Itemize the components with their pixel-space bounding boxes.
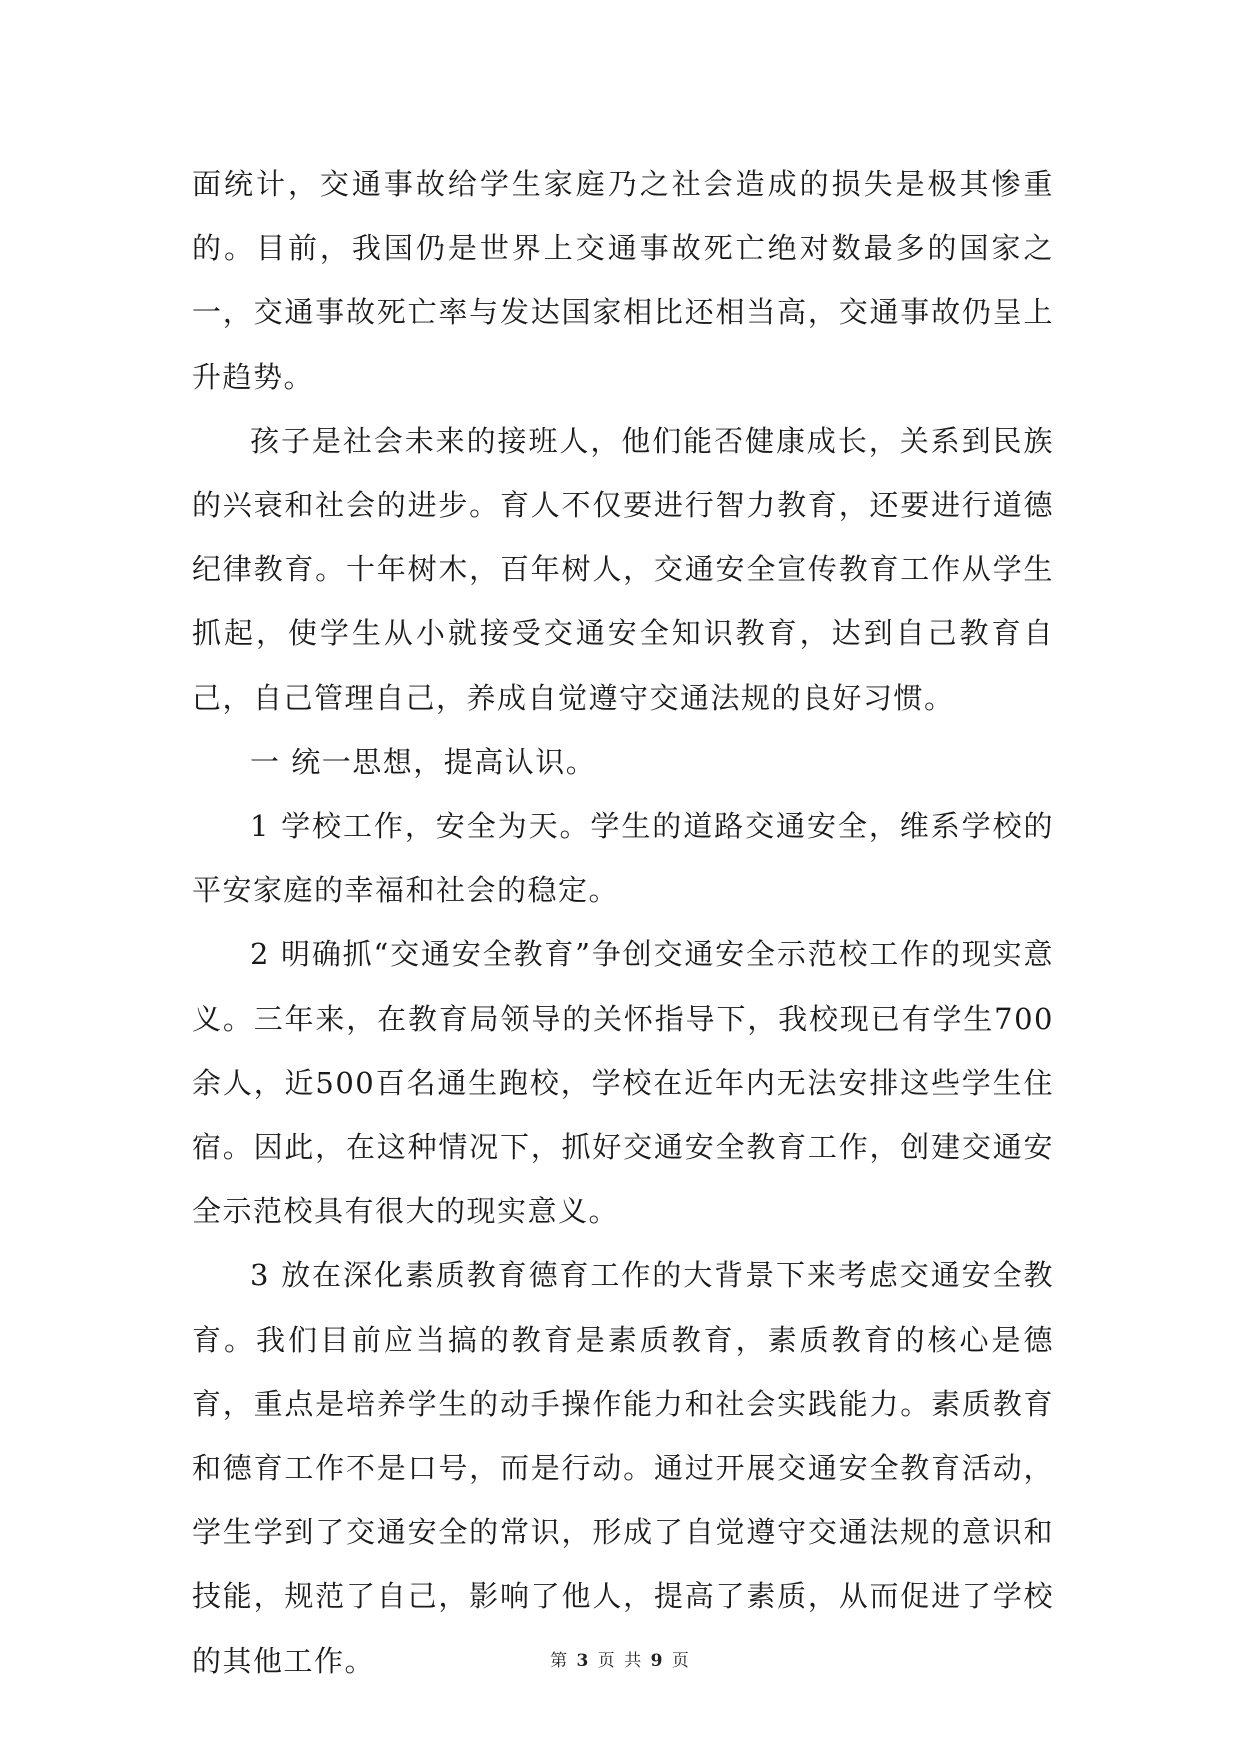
- total-pages-number: 9: [650, 1651, 665, 1671]
- footer-prefix: 第: [550, 1651, 570, 1671]
- paragraph-1: 面统计，交通事故给学生家庭乃之社会造成的损失是极其惨重的。目前，我国仍是世界上交通事故死亡绝对数最多的国家之一，交通事故死亡率与发达国家相比还相当高，交通事故仍呈上升趋势。: [192, 167, 1054, 394]
- paragraph-item-3: 3 放在深化素质教育德育工作的大背景下来考虑交通安全教育。我们目前应当搞的教育是素质教育，素质教育的核心是德育，重点是培养学生的动手操作能力和社会实践能力。素质教育和德育工作不是口号，而是行动。通过开展交通安全教育活动，学生学到了交通安全的常识，形成了自觉遵守交通法规的意识和技能，规范了自己，影响了他人，提高了素质，从而促进了学校的其他工作。: [192, 1258, 1054, 1678]
- paragraph-item-1: 1 学校工作，安全为天。学生的道路交通安全，维系学校的平安家庭的幸福和社会的稳定。: [192, 809, 1054, 908]
- paragraph-2: 孩子是社会未来的接班人，他们能否健康成长，关系到民族的兴衰和社会的进步。育人不仅要进行智力教育，还要进行道德纪律教育。十年树木，百年树人，交通安全宣传教育工作从学生抓起，使学生从小就接受交通安全知识教育，达到自己教育自己，自己管理自己，养成自觉遵守交通法规的良好习惯。: [192, 423, 1054, 715]
- current-page-number: 3: [576, 1651, 591, 1671]
- document-body: [192, 152, 1054, 1693]
- page-footer: [0, 1646, 1241, 1671]
- footer-middle: 页 共: [597, 1651, 644, 1671]
- footer-suffix: 页: [671, 1651, 691, 1671]
- paragraph-item-2: 2 明确抓“交通安全教育”争创交通安全示范校工作的现实意义。三年来，在教育局领导的关怀指导下，我校现已有学生700余人，近500百名通生跑校，学校在近年内无法安排这些学生住宿。因此，在这种情况下，抓好交通安全教育工作，创建交通安全示范校具有很大的现实意义。: [192, 937, 1054, 1229]
- section-heading: 一 统一思想，提高认识。: [250, 744, 597, 779]
